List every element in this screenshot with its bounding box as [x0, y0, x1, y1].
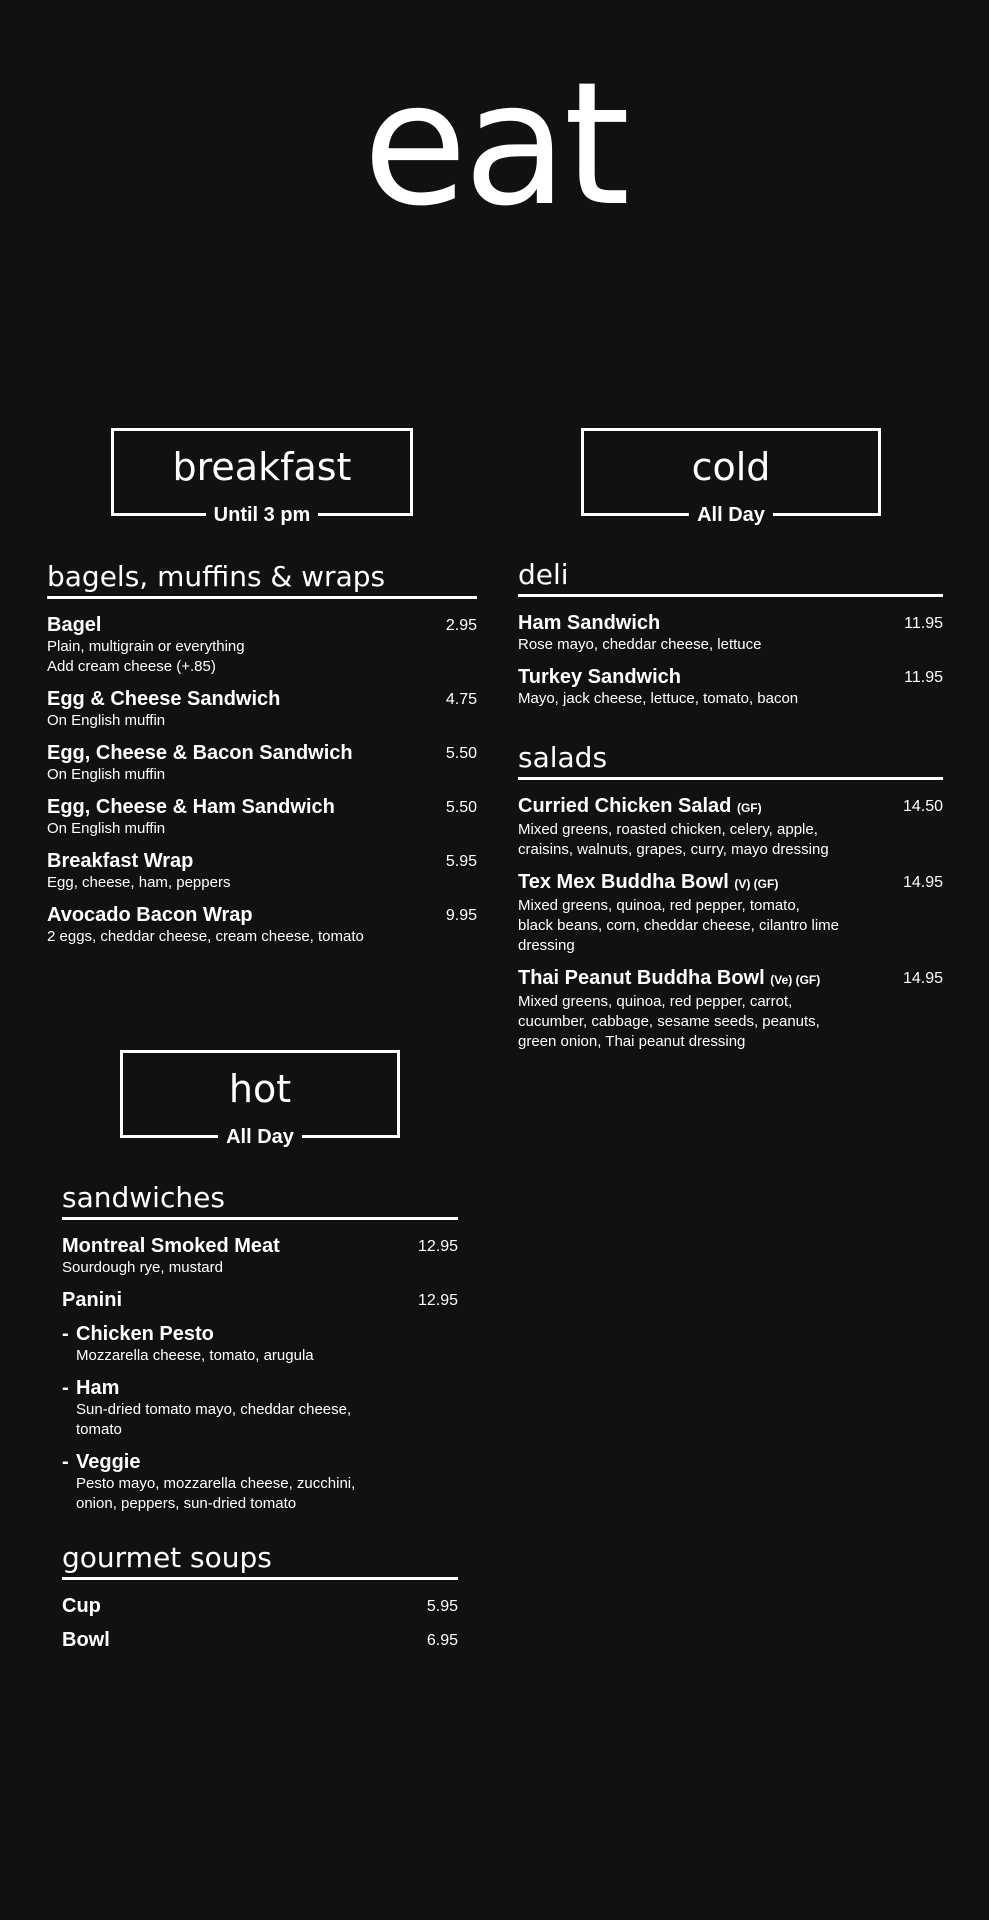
menu-item	[47, 741, 477, 785]
menu-item	[518, 665, 943, 709]
menu-title: eat	[362, 46, 627, 244]
menu-item	[518, 966, 943, 1052]
panini-option	[62, 1322, 458, 1366]
breakfast-heading: breakfast	[172, 445, 352, 489]
item-name: Egg & Cheese Sandwich	[47, 688, 281, 710]
menu-item	[47, 613, 477, 677]
category-heading: gourmet soups	[62, 1541, 458, 1580]
item-description: Egg, cheese, ham, peppers	[47, 874, 231, 891]
menu-item	[47, 687, 477, 731]
option-name: Ham	[76, 1377, 120, 1399]
sandwiches-menu	[62, 1181, 458, 1524]
item-description: On English muffin	[47, 712, 166, 729]
option-description: Mozzarella cheese, tomato, arugula	[76, 1347, 314, 1364]
cold-section-header	[581, 428, 881, 526]
item-price: 6.95	[426, 1632, 458, 1649]
item-price: 11.95	[904, 615, 943, 632]
item-description: cucumber, cabbage, sesame seeds, peanuts,	[518, 1013, 820, 1030]
bullet-dash: -	[62, 1451, 69, 1473]
panini-option	[62, 1450, 458, 1514]
dietary-tag: (Ve) (GF)	[770, 973, 821, 987]
breakfast-section-header	[111, 428, 413, 526]
category-heading: salads	[518, 741, 943, 780]
item-description: On English muffin	[47, 820, 166, 837]
item-name: Montreal Smoked Meat	[62, 1235, 280, 1257]
menu-item	[518, 794, 943, 860]
menu-item	[62, 1288, 458, 1312]
breakfast-hours: Until 3 pm	[206, 504, 319, 526]
item-name: Curried Chicken Salad	[518, 795, 732, 817]
item-description: 2 eggs, cheddar cheese, cream cheese, tomato	[47, 928, 364, 945]
item-description: Mixed greens, quinoa, red pepper, carrot,	[518, 993, 793, 1010]
item-name: Egg, Cheese & Ham Sandwich	[47, 796, 335, 818]
bullet-dash: -	[62, 1323, 69, 1345]
cold-heading: cold	[691, 445, 771, 489]
item-price: 4.75	[445, 691, 477, 708]
option-description: tomato	[76, 1421, 122, 1438]
item-description: craisins, walnuts, grapes, curry, mayo dressing	[518, 841, 829, 858]
option-description: Sun-dried tomato mayo, cheddar cheese,	[76, 1401, 352, 1418]
item-name: Turkey Sandwich	[518, 666, 682, 688]
item-description: green onion, Thai peanut dressing	[518, 1033, 746, 1050]
item-name: Thai Peanut Buddha Bowl	[518, 967, 765, 989]
item-description: Mixed greens, quinoa, red pepper, tomato,	[518, 897, 800, 914]
item-name: Avocado Bacon Wrap	[47, 904, 253, 926]
option-name: Veggie	[76, 1451, 141, 1473]
deli-menu	[518, 558, 943, 719]
dietary-tag: (GF)	[736, 801, 762, 815]
item-description: Mayo, jack cheese, lettuce, tomato, bacon	[518, 690, 799, 707]
item-price: 5.95	[445, 853, 477, 870]
cold-hours: All Day	[689, 504, 773, 526]
option-name: Chicken Pesto	[76, 1323, 214, 1345]
item-description: On English muffin	[47, 766, 166, 783]
item-price: 5.50	[445, 799, 477, 816]
salads-menu	[518, 741, 943, 1062]
item-price: 12.95	[417, 1292, 458, 1309]
menu-item	[47, 849, 477, 893]
hot-section-header	[120, 1050, 400, 1148]
item-description: Sourdough rye, mustard	[62, 1259, 223, 1276]
breakfast-menu	[47, 560, 477, 957]
item-price: 5.95	[426, 1598, 458, 1615]
category-heading: bagels, muffins & wraps	[47, 560, 477, 599]
panini-option	[62, 1376, 458, 1440]
item-name: Ham Sandwich	[518, 612, 661, 634]
item-name: Panini	[62, 1289, 123, 1311]
hot-hours: All Day	[218, 1126, 302, 1148]
soups-menu	[62, 1541, 458, 1662]
item-name: Egg, Cheese & Bacon Sandwich	[47, 742, 353, 764]
option-description: Pesto mayo, mozzarella cheese, zucchini,	[76, 1475, 356, 1492]
item-description: Plain, multigrain or everything	[47, 638, 245, 655]
menu-item	[518, 870, 943, 956]
item-price: 12.95	[417, 1238, 458, 1255]
item-name: Bowl	[62, 1629, 110, 1651]
item-price: 11.95	[904, 669, 943, 686]
item-description: Mixed greens, roasted chicken, celery, apple,	[518, 821, 818, 838]
item-price: 5.50	[445, 745, 477, 762]
category-heading: deli	[518, 558, 943, 597]
menu-item	[62, 1234, 458, 1278]
hot-heading: hot	[228, 1067, 292, 1111]
menu-item	[518, 611, 943, 655]
item-name: Cup	[62, 1595, 101, 1617]
category-heading: sandwiches	[62, 1181, 458, 1220]
item-description: Add cream cheese (+.85)	[47, 658, 216, 675]
item-price: 9.95	[445, 907, 477, 924]
option-description: onion, peppers, sun-dried tomato	[76, 1495, 297, 1512]
item-description: dressing	[518, 937, 575, 954]
dietary-tag: (V) (GF)	[734, 877, 779, 891]
menu-item	[62, 1628, 458, 1652]
item-description: Rose mayo, cheddar cheese, lettuce	[518, 636, 762, 653]
item-price: 2.95	[445, 617, 477, 634]
item-description: black beans, corn, cheddar cheese, cilantro lime	[518, 917, 840, 934]
menu-item	[62, 1594, 458, 1618]
item-name: Bagel	[47, 614, 102, 636]
item-price: 14.50	[902, 798, 943, 815]
item-name: Breakfast Wrap	[47, 850, 194, 872]
bullet-dash: -	[62, 1377, 69, 1399]
item-name: Tex Mex Buddha Bowl	[518, 871, 729, 893]
menu-item	[47, 903, 477, 947]
item-price: 14.95	[902, 970, 943, 987]
item-price: 14.95	[902, 874, 943, 891]
menu-item	[47, 795, 477, 839]
